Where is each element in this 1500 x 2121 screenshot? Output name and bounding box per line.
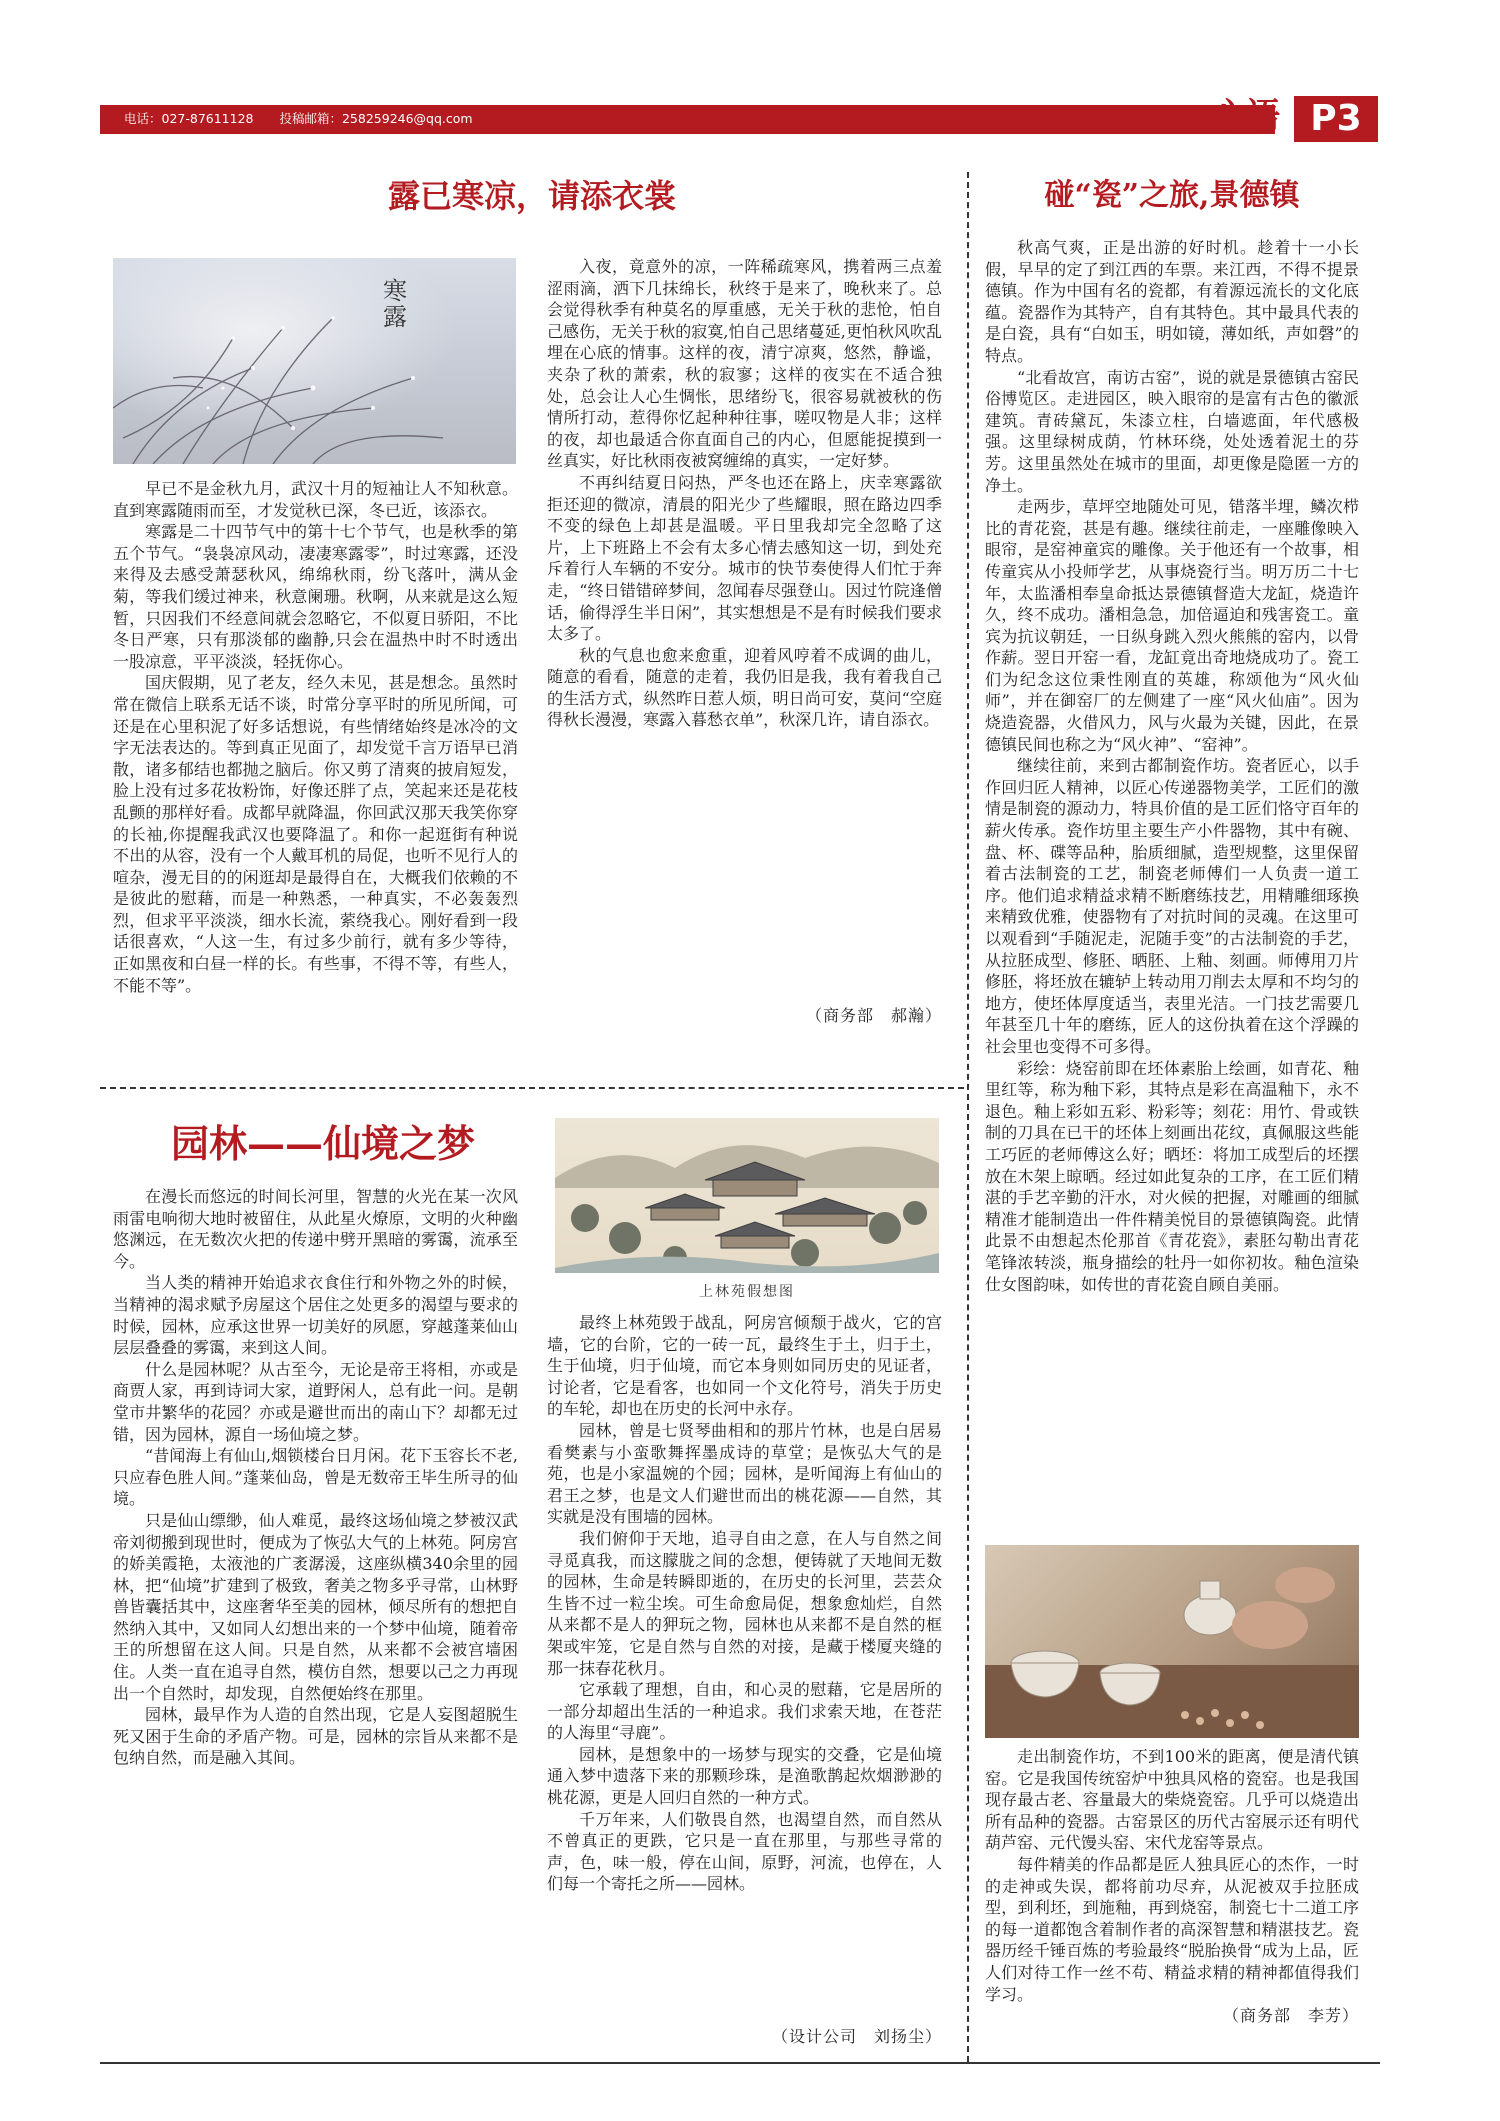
- page-footer-rule: [100, 2062, 1380, 2064]
- article-jingdezhen-title: 碰“瓷”之旅,景德镇: [1044, 178, 1300, 213]
- article-frost-column-1: [113, 478, 518, 1078]
- article-frost-paragraph: 国庆假期，见了老友，经久未见，甚是想念。虽然时常在微信上联系无话不谈，时常分享平时的所见所闻，可还是在心里积泥了好多话想说，有些情绪始终是冰冷的文字无法表达的。等到真正见面了，却发觉千言万语早已消散，诸多郁结也都抛之脑后。你又剪了清爽的披肩短发，脸上没有过多花妆粉饰，好像还胖了点，笑起来还是花枝乱颤的那样好看。成都早就降温，你回武汉那天我笑你穿的长袖,你提醒我武汉也要降温了。和你一起逛街有种说不出的从容，没有一个人戴耳机的局促，也听不见行人的喧杂，漫无目的的闲逛却是最得自在，大概我们依赖的不是彼此的慰藉，而是一种熟悉，一种真实，不必轰轰烈烈，但求平平淡淡，细水长流，萦绕我心。刚好看到一段话很喜欢，“人这一生，有过多少前行，就有多少等待，正如黑夜和白昼一样的长。有些事，不得不等，有些人，不能不等”。: [113, 673, 518, 995]
- garden-image-caption: 上林苑假想图: [699, 1284, 795, 1300]
- article-jingdezhen-paragraph: 每件精美的作品都是匠人独具匠心的杰作，一时的走神或失误，都将前功尽弃，从泥被双手拉胚成型，到利坯，到施釉，再到烧窑，制瓷七十二道工序的每一道都饱含着制作者的高深智慧和精湛技艺。瓷器历经千锤百炼的考验最终“脱胎换骨“成为上品，匠人们对待工作一丝不苟、精益求精的精神都值得我们学习。: [985, 1854, 1359, 2004]
- article-garden-title: 园林——仙境之梦: [170, 1121, 475, 1166]
- frost-photo-label: 寒露: [383, 277, 407, 331]
- article-jingdezhen-paragraph: 走出制瓷作坊，不到100米的距离，便是清代镇窑。它是我国传统窑炉中独具风格的瓷窑。也是我国现存最古老、容量最大的柴烧瓷窑。几乎可以烧造出所有品种的瓷器。古窑景区的历代古窑展示还有明代葫芦窑、元代馒头窑、宋代龙窑等景点。: [985, 1747, 1359, 1853]
- article-garden-column-2: [547, 1312, 942, 2020]
- shanglin-garden-painting: [555, 1118, 939, 1273]
- pottery-illustration: [985, 1545, 1359, 1738]
- article-frost-paragraph: 不再纠结夏日闷热，严冬也还在路上，庆幸寒露欲拒还迎的微凉，清晨的阳光少了些耀眼，照在路边四季不变的绿色上却甚是温暖。平日里我却完全忽略了这片，上下班路上不会有太多心情去感知这一切，到处充斥着行人车辆的不安分。城市的快节奏使得人们忙于奔走，“终日错错碎梦间，忽闻春尽强登山。因过竹院逢僧话，偷得浮生半日闲”，其实想想是不是有时候我们要求太多了。: [547, 472, 942, 644]
- article-frost-byline-wrap: [547, 1005, 942, 1031]
- article-frost-title: 露已寒凉，请添衣裳: [387, 177, 676, 215]
- article-frost-paragraph: 秋的气息也愈来愈重，迎着风哼着不成调的曲儿，随意的看看，随意的走着，我仍旧是我，我有着我自己的生活方式，纵然昨日惹人烦，明日尚可安，莫问“空庭得秋长漫漫，寒露入暮愁衣单”，秋深几许，请自添衣。: [547, 645, 942, 730]
- article-garden-paragraph: 在漫长而悠远的时间长河里，智慧的火光在某一次风雨雷电响彻大地时被留住，从此星火燎原，文明的火种幽悠渊远，在无数次火把的传递中劈开黑暗的雾霭，流承至今。: [113, 1187, 518, 1271]
- article-garden-paragraph: 什么是园林呢？从古至今，无论是帝王将相，亦或是商贾人家，再到诗词大家，道野闲人，总有此一问。是朝堂市井繁华的花园？亦或是避世而出的南山下？却都无过错，因为园林，源自一场仙境之梦。: [113, 1359, 518, 1444]
- article-garden-paragraph: 千万年来，人们敬畏自然，也渴望自然，而自然从不曾真正的更跌，它只是一直在那里，与那些寻常的声，色，味一般，停在山间，原野，河流，也停在，人们每一个寄托之所——园林。: [547, 1809, 942, 1894]
- article-garden-paragraph: 园林，是想象中的一场梦与现实的交叠，它是仙境通入梦中遗落下来的那颗珍珠，是渔歌鹊起炊烟渺渺的桃花源，更是人回归自然的一种方式。: [547, 1744, 942, 1808]
- article-garden-paragraph: 园林，最早作为人造的自然出现，它是人妄图超脱生死又困于生命的矛盾产物。可是，园林的宗旨从来都不是包纳自然，而是融入其间。: [113, 1705, 518, 1768]
- section-name: 心语: [1212, 96, 1280, 136]
- pottery-workshop-photo: [985, 1545, 1359, 1738]
- article-garden-column-1: [113, 1186, 518, 2056]
- column-divider-vertical: [967, 172, 969, 2062]
- article-frost-paragraph: 早已不是金秋九月，武汉十月的短袖让人不知秋意。直到寒露随雨而至，才发觉秋已深，冬已近，该添衣。: [113, 479, 518, 520]
- article-frost-byline: （商务部 郝瀚）: [805, 1006, 942, 1025]
- article-garden-paragraph: 它承载了理想，自由，和心灵的慰藉，它是居所的一部分却超出生活的一种追求。我们求索天地，在苍茫的人海里“寻鹿”。: [547, 1680, 942, 1743]
- page-number-badge: P3: [1294, 96, 1378, 142]
- article-garden-paragraph: 最终上林苑毁于战乱，阿房宫倾颓于战火，它的宫墙，它的台阶，它的一砖一瓦，最终生于土，归于土，生于仙境，归于仙境，而它本身则如同历史的见证者，讨论者，它是看客，也如同一个文化符号，消失于历史的车轮，却也在历史的长河中永存。: [547, 1313, 942, 1419]
- article-garden-byline-wrap: [547, 2026, 942, 2052]
- section-divider-horizontal: [100, 1087, 964, 1089]
- article-garden-paragraph: “昔闻海上有仙山,烟锁楼台日月闲。花下玉容长不老,只应春色胜人间。”蓬莱仙岛，曾是无数帝王毕生所寻的仙境。: [113, 1446, 518, 1509]
- article-garden-paragraph: 只是仙山缥缈，仙人难觅，最终这场仙境之梦被汉武帝刘彻搬到现世时，便成为了恢弘大气的上林苑。阿房宫的娇美霞艳，太液池的广袤潺湲，这座纵横340余里的园林，把“仙境”扩建到了极致，奢美之物多乎寻常，山林野兽皆囊括其中，这座奢华至美的园林，倾尽所有的想把自然纳入其中，又如同人幻想出来的一个梦中仙境，随着帝王的所想留在这人间。只是自然，从来都不会被宫墙困住。人类一直在追寻自然，模仿自然，想要以己之力再现出一个自然时，却发现，自然便始终在那里。: [113, 1510, 518, 1703]
- article-frost-paragraph: 入夜，竟意外的凉，一阵稀疏寒风，携着两三点羞涩雨滴，洒下几抹绵长，秋终于是来了，晚秋来了。总会觉得秋季有种莫名的厚重感，无关于秋的悲怆，怕自己感伤，无关于秋的寂寞,怕自己思绪蔓延,更怕秋风吹乱埋在心底的情事。这样的夜，清宁凉爽，悠然，静谧，夹杂了秋的萧索，秋的寂寥；这样的夜实在不适合独处，总会让人心生惆怅，思绪纷飞，很容易就被秋的伤情所打动，惹得你忆起种种往事，嗟叹物是人非；这样的夜，却也最适合你直面自己的内心，但愿能捉摸到一丝真实，好比秋雨夜被窝缠绵的真实，一定好梦。: [547, 257, 942, 471]
- contact-phone: 电话：027-87611128: [124, 111, 254, 126]
- article-garden-paragraph: 我们俯仰于天地，追寻自由之意，在人与自然之间寻觅真我，而这朦胧之间的念想，便铸就了天地间无数的园林，生命是转瞬即逝的，在历史的长河里，芸芸众生皆不过一粒尘埃。可生命愈局促，想象愈灿烂，自然从来都不是人的狎玩之物，园林也从来都不是自然的框架或牢笼，它是自然与自然的对接，是藏于楼厦夹缝的那一抹春花秋月。: [547, 1528, 942, 1678]
- article-jingdezhen-paragraph: “北看故宫，南访古窑”，说的就是景德镇古窑民俗博览区。走进园区，映入眼帘的是富有古色的徽派建筑。青砖黛瓦，朱漆立柱，白墙遮面，年代感极强。这里绿树成荫，竹林环绕，处处透着泥土的芬芳。这里虽然处在城市的里面，却更像是隐匿一方的净土。: [985, 367, 1359, 495]
- article-jingdezhen-byline: （商务部 李芳）: [1222, 2006, 1359, 2026]
- frost-grass-photo: [113, 258, 516, 464]
- article-frost-column-2: [547, 256, 942, 998]
- article-jingdezhen-paragraph: 走两步，草坪空地随处可见，错落半埋，鳞次栉比的青花瓷，甚是有趣。继续往前走，一座雕像映入眼帘，是窑神童宾的雕像。关于他还有一个故事，相传童宾从小投师学艺，从事烧瓷行当。明万历二十七年，太监潘相奉皇命抵达景德镇督造大龙缸，烧造许久，终不成功。潘相急急，加倍逼迫和残害瓷工。童宾为抗议朝廷，一日纵身跳入烈火熊熊的窑内，以骨作薪。翌日开窑一看，龙缸竟出奇地烧成功了。瓷工们为纪念这位秉性刚直的英雄，称颂他为“风火仙师”，并在御窑厂的左侧建了一座“风火仙庙”。因为烧造瓷器，火借风力，风与火最为关键，因此，在景德镇民间也称之为“风火神”、“窑神”。: [985, 497, 1359, 754]
- article-jingdezhen-column-top: [985, 237, 1359, 1537]
- article-garden-paragraph: 园林，曾是七贤琴曲相和的那片竹林，也是白居易看樊素与小蛮歌舞挥墨成诗的草堂；是恢弘大气的是苑，也是小家温婉的个园；园林，是听闻海上有仙山的君王之梦，也是文人们避世而出的桃花源——自然，其实就是没有围墙的园林。: [547, 1420, 942, 1527]
- article-jingdezhen-paragraph: 彩绘：烧窑前即在坯体素胎上绘画，如青花、釉里红等，称为釉下彩，其特点是彩在高温釉下，永不退色。釉上彩如五彩、粉彩等；刻花：用竹、骨或铁制的刀具在已干的坯体上刻画出花纹，真佩服这些能工巧匠的老师傅这么好；晒坯：将加工成型后的坯摆放在木架上晾晒。经过如此复杂的工序，在工匠们精湛的手艺辛勤的汗水，对火候的把握，对雕画的细腻精准才能制造出一件件精美悦目的景德镇陶瓷。此情此景不由想起杰伦那首《青花瓷》，素胚勾勒出青花笔锋浓转淡，瓶身描绘的牡丹一如你初妆。釉色渲染仕女图韵味，如传世的青花瓷自顾自美丽。: [985, 1058, 1359, 1294]
- article-garden-paragraph: 当人类的精神开始追求衣食住行和外物之外的时候，当精神的渴求赋予房屋这个居住之处更多的渴望与要求的时候，园林，应承这世界一切美好的夙愿，穿越蓬莱仙山层层叠叠的雾霭，来到这人间。: [113, 1273, 518, 1358]
- article-garden-byline: （设计公司 刘扬尘）: [771, 2027, 942, 2046]
- article-jingdezhen-column-bottom: [985, 1746, 1359, 2056]
- contact-email: 投稿邮箱：258259246@qq.com: [279, 111, 473, 126]
- article-jingdezhen-paragraph: 秋高气爽，正是出游的好时机。趁着十一小长假，早早的定了到江西的车票。来江西，不得不提景德镇。作为中国有名的瓷都，有着源远流长的文化底蕴。瓷器作为其特产，自有其特色。其中最具代表的是白瓷，具有“白如玉，明如镜，薄如纸，声如磬”的特点。: [985, 238, 1359, 365]
- article-jingdezhen-paragraph: 继续往前，来到古都制瓷作坊。瓷者匠心，以手作回归匠人精神，以匠心传递器物美学，工匠们的激情是制瓷的源动力，特具价值的是工匠们恪守百年的薪火传承。瓷作坊里主要生产小件器物，其中有碗、盘、杯、碟等品种，胎质细腻，造型规整，这里保留着古法制瓷的工艺，制瓷老师傅们一人负责一道工序。他们追求精益求精不断磨练技艺，用精雕细琢换来精致优雅，使器物有了对抗时间的灵魂。在这里可以观看到“手随泥走，泥随手变”的古法制瓷的手艺，从拉胚成型、修胚、晒胚、上釉、刻画。师傅用刀片修胚，将坯放在辘轳上转动用刀削去太厚和不均匀的地方，使坯体厚度适当，表里光洁。一门技艺需要几年甚至几十年的磨练，匠人的这份执着在这个浮躁的社会里也变得不可多得。: [985, 756, 1359, 1056]
- header-contact: [124, 109, 495, 129]
- article-frost-paragraph: 寒露是二十四节气中的第十七个节气，也是秋季的第五个节气。“袅袅凉风动，凄凄寒露零”，时过寒露，还没来得及去感受萧瑟秋风，绵绵秋雨，纷飞落叶，满从金菊，等我们缓过神来，秋意阑珊。秋啊，从来就是这么短暂，只因我们不经意间就会忽略它，不似夏日骄阳，不比冬日严寒，只有那淡郁的幽静,只会在温热中时不时透出一股凉意，平平淡淡，轻抚你心。: [113, 522, 518, 671]
- garden-illustration: [555, 1118, 939, 1273]
- frost-grass-illustration: [113, 258, 516, 464]
